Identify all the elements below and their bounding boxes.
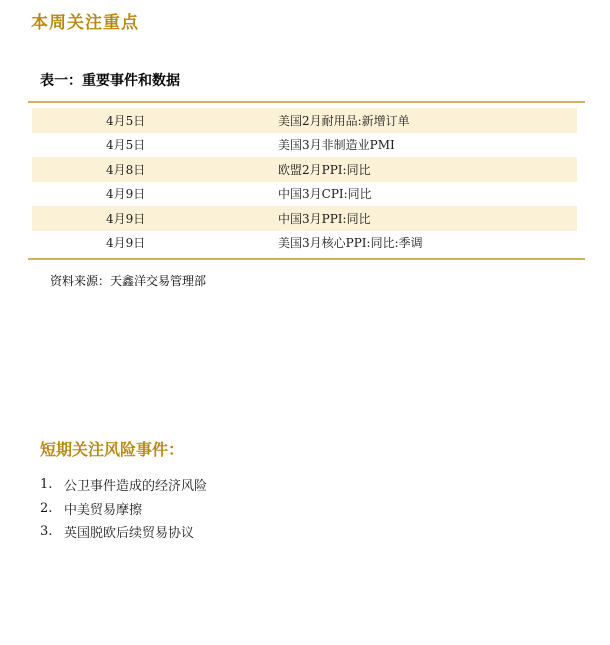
table-row [32, 206, 577, 231]
event-date: 4月9日 [106, 211, 146, 226]
event-name: 美国3月核心PPI:同比:季调 [278, 236, 423, 251]
list-text: 公卫事件造成的经济风险 [64, 479, 208, 495]
event-date: 4月5日 [106, 138, 146, 153]
table-caption: 表一：重要事件和数据 [40, 73, 180, 89]
table-row [32, 157, 577, 182]
table-row [32, 133, 577, 158]
data-source-note: 资料来源：天鑫洋交易管理部 [50, 274, 207, 288]
event-date: 4月9日 [106, 187, 146, 202]
list-item [40, 473, 207, 497]
list-number: 3. [40, 524, 53, 540]
event-date: 4月9日 [106, 236, 146, 251]
risk-section-title: 短期关注风险事件： [40, 440, 185, 459]
list-number: 1. [40, 477, 53, 493]
section-title: 本周关注重点 [31, 13, 139, 33]
event-date: 4月8日 [106, 162, 146, 177]
event-name: 中国3月PPI:同比 [278, 211, 371, 226]
table-row [32, 231, 577, 256]
list-item [40, 497, 207, 521]
event-name: 欧盟2月PPI:同比 [278, 162, 371, 177]
event-name: 美国3月非制造业PMI [278, 138, 395, 153]
list-text: 英国脱欧后续贸易协议 [64, 526, 195, 542]
events-table [28, 101, 585, 260]
table-row [32, 182, 577, 207]
list-text: 中美贸易摩擦 [64, 502, 143, 518]
event-date: 4月5日 [106, 113, 146, 128]
risk-list [40, 473, 207, 544]
event-name: 中国3月CPI:同比 [278, 187, 372, 202]
table-row [32, 108, 577, 133]
list-item [40, 520, 207, 544]
event-name: 美国2月耐用品:新增订单 [278, 113, 410, 128]
list-number: 2. [40, 500, 53, 516]
